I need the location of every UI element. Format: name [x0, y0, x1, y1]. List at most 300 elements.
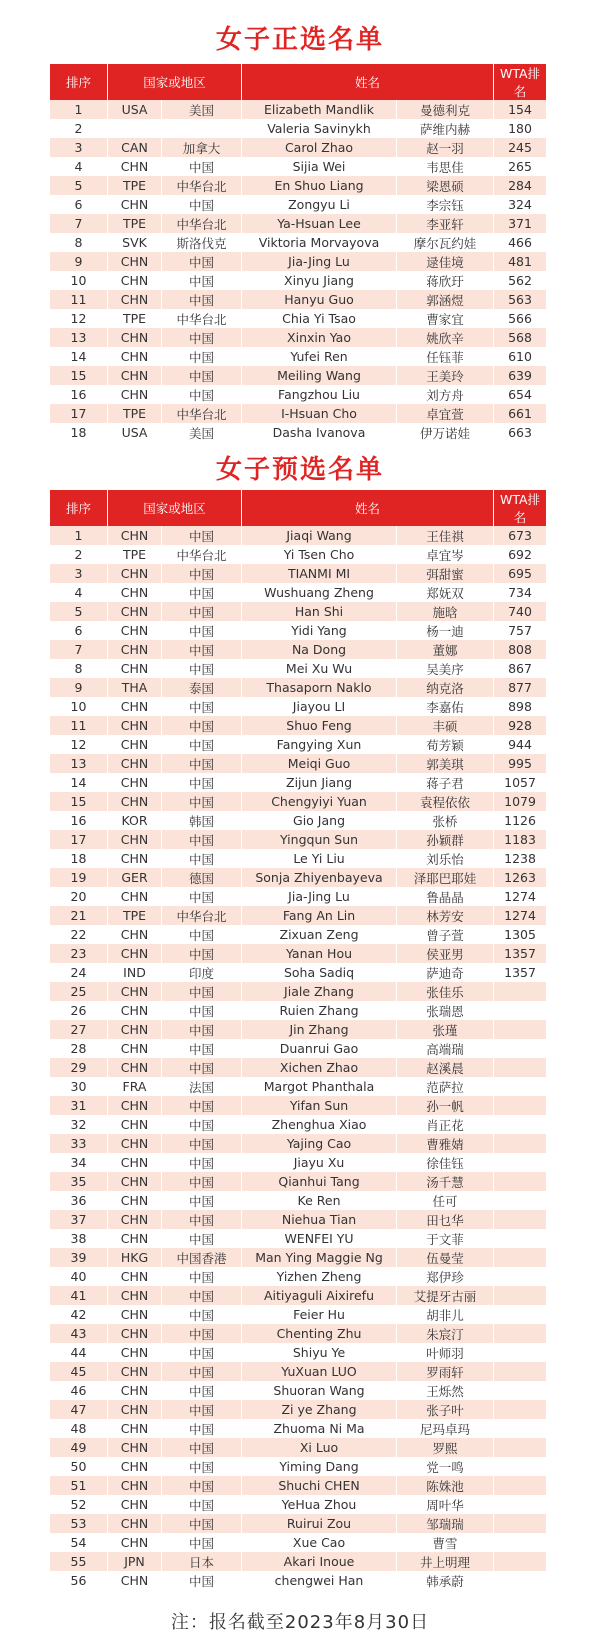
wta-rank-cell	[494, 1343, 546, 1362]
deadline-note: 注：报名截至2023年8月30日	[170, 1612, 430, 1633]
rank-cell: 54	[50, 1533, 108, 1552]
rank-cell: 7	[50, 214, 108, 233]
chinese-name-cell: 刘方舟	[397, 385, 494, 404]
wta-rank-cell	[494, 1096, 546, 1115]
region-cell: 中国	[162, 1001, 242, 1020]
wta-rank-cell: 1357	[494, 963, 546, 982]
chinese-name-cell: 曹家宜	[397, 309, 494, 328]
wta-rank-cell	[494, 1077, 546, 1096]
table-row	[50, 621, 546, 640]
country-code-cell: TPE	[108, 906, 162, 925]
wta-rank-cell	[494, 1552, 546, 1571]
rank-cell: 31	[50, 1096, 108, 1115]
wta-rank-cell	[494, 1305, 546, 1324]
table-row	[50, 1305, 546, 1324]
wta-rank-cell: 1238	[494, 849, 546, 868]
country-code-cell: CHN	[108, 754, 162, 773]
rank-cell: 16	[50, 385, 108, 404]
english-name-cell: Na Dong	[242, 640, 397, 659]
wta-rank-cell: 740	[494, 602, 546, 621]
wta-rank-cell	[494, 1058, 546, 1077]
table-row	[50, 1115, 546, 1134]
region-cell: 中国	[162, 1419, 242, 1438]
rank-cell: 4	[50, 583, 108, 602]
english-name-cell: Aitiyaguli Aixirefu	[242, 1286, 397, 1305]
country-code-cell: CHN	[108, 1362, 162, 1381]
country-code-cell: CHN	[108, 1324, 162, 1343]
wta-rank-cell	[494, 1001, 546, 1020]
chinese-name-cell: 王烁然	[397, 1381, 494, 1400]
region-cell: 中国	[162, 347, 242, 366]
chinese-name-cell: 萨维内赫	[397, 119, 494, 138]
english-name-cell: Shiyu Ye	[242, 1343, 397, 1362]
wta-rank-cell	[494, 1229, 546, 1248]
country-code-cell: CHN	[108, 1039, 162, 1058]
region-cell: 中国	[162, 773, 242, 792]
rank-cell: 18	[50, 423, 108, 442]
country-code-cell: CHN	[108, 849, 162, 868]
country-code-cell: CHN	[108, 583, 162, 602]
wta-rank-cell	[494, 1476, 546, 1495]
chinese-name-cell: 蒋子君	[397, 773, 494, 792]
country-code-cell: CHN	[108, 1115, 162, 1134]
rank-cell: 5	[50, 602, 108, 621]
rank-cell: 27	[50, 1020, 108, 1039]
region-cell: 美国	[162, 100, 242, 119]
wta-rank-cell	[494, 1419, 546, 1438]
region-cell: 中国	[162, 583, 242, 602]
country-code-cell: TPE	[108, 214, 162, 233]
country-code-cell: CHN	[108, 982, 162, 1001]
chinese-name-cell: 尼玛卓玛	[397, 1419, 494, 1438]
english-name-cell: Jin Zhang	[242, 1020, 397, 1039]
country-code-cell: CHN	[108, 1343, 162, 1362]
region-cell: 印度	[162, 963, 242, 982]
table-row	[50, 1381, 546, 1400]
chinese-name-cell: 朱宸汀	[397, 1324, 494, 1343]
region-cell: 中国	[162, 1343, 242, 1362]
region-cell: 中国	[162, 1362, 242, 1381]
table-row	[50, 1039, 546, 1058]
wta-rank-cell: 284	[494, 176, 546, 195]
rank-cell: 45	[50, 1362, 108, 1381]
english-name-cell: Jiayu Xu	[242, 1153, 397, 1172]
region-cell: 中国	[162, 659, 242, 678]
table-row	[50, 1476, 546, 1495]
region-cell: 中国	[162, 944, 242, 963]
region-cell: 中国	[162, 1514, 242, 1533]
region-cell: 中国	[162, 1172, 242, 1191]
region-cell: 中国	[162, 982, 242, 1001]
region-cell: 中国	[162, 1286, 242, 1305]
country-code-cell: TPE	[108, 545, 162, 564]
country-code-cell: CHN	[108, 1153, 162, 1172]
region-cell: 中国	[162, 830, 242, 849]
english-name-cell: Dasha Ivanova	[242, 423, 397, 442]
header-wta: WTA排名	[494, 64, 546, 100]
chinese-name-cell: 摩尔瓦约娃	[397, 233, 494, 252]
rank-cell: 20	[50, 887, 108, 906]
country-code-cell: CHN	[108, 526, 162, 545]
rank-cell: 11	[50, 716, 108, 735]
chinese-name-cell: 纳克洛	[397, 678, 494, 697]
table-row	[50, 735, 546, 754]
english-name-cell: Yajing Cao	[242, 1134, 397, 1153]
rank-cell: 10	[50, 271, 108, 290]
table-row	[50, 309, 546, 328]
english-name-cell: Gio Jang	[242, 811, 397, 830]
rank-cell: 19	[50, 868, 108, 887]
chinese-name-cell: 袁程依依	[397, 792, 494, 811]
chinese-name-cell: 伍曼莹	[397, 1248, 494, 1267]
country-code-cell: HKG	[108, 1248, 162, 1267]
english-name-cell: Shuchi CHEN	[242, 1476, 397, 1495]
table-row	[50, 1514, 546, 1533]
wta-rank-cell	[494, 1571, 546, 1590]
table-row	[50, 868, 546, 887]
rank-cell: 1	[50, 526, 108, 545]
region-cell: 中国	[162, 640, 242, 659]
rank-cell: 37	[50, 1210, 108, 1229]
table-row	[50, 423, 546, 442]
chinese-name-cell: 曼德利克	[397, 100, 494, 119]
chinese-name-cell: 曾子萱	[397, 925, 494, 944]
rank-cell: 11	[50, 290, 108, 309]
header-rank: 排序	[50, 64, 108, 100]
table-row	[50, 640, 546, 659]
english-name-cell: Chenting Zhu	[242, 1324, 397, 1343]
wta-rank-cell	[494, 1191, 546, 1210]
region-cell: 中国	[162, 754, 242, 773]
rank-cell: 6	[50, 621, 108, 640]
table-row	[50, 1324, 546, 1343]
wta-rank-cell: 1357	[494, 944, 546, 963]
wta-rank-cell	[494, 1438, 546, 1457]
english-name-cell: Ya-Hsuan Lee	[242, 214, 397, 233]
wta-rank-cell: 1274	[494, 906, 546, 925]
rank-cell: 23	[50, 944, 108, 963]
wta-rank-cell	[494, 1495, 546, 1514]
region-cell: 中国	[162, 792, 242, 811]
english-name-cell: Sonja Zhiyenbayeva	[242, 868, 397, 887]
main-draw-title: 女子正选名单	[215, 25, 384, 55]
english-name-cell: chengwei Han	[242, 1571, 397, 1590]
rank-cell: 9	[50, 678, 108, 697]
country-code-cell: USA	[108, 100, 162, 119]
rank-cell: 35	[50, 1172, 108, 1191]
english-name-cell: Zijun Jiang	[242, 773, 397, 792]
table-row	[50, 1153, 546, 1172]
country-code-cell: CHN	[108, 925, 162, 944]
wta-rank-cell: 1274	[494, 887, 546, 906]
chinese-name-cell: 蒋欣玗	[397, 271, 494, 290]
english-name-cell: Chia Yi Tsao	[242, 309, 397, 328]
english-name-cell: Zhuoma Ni Ma	[242, 1419, 397, 1438]
chinese-name-cell: 王佳祺	[397, 526, 494, 545]
country-code-cell: CHN	[108, 1495, 162, 1514]
table-row	[50, 1096, 546, 1115]
region-cell: 中国	[162, 1533, 242, 1552]
wta-rank-cell	[494, 1039, 546, 1058]
region-cell: 中华台北	[162, 214, 242, 233]
wta-rank-cell: 944	[494, 735, 546, 754]
english-name-cell: Yanan Hou	[242, 944, 397, 963]
english-name-cell: Valeria Savinykh	[242, 119, 397, 138]
chinese-name-cell: 吴美序	[397, 659, 494, 678]
table-row	[50, 119, 546, 138]
country-code-cell: CHN	[108, 1400, 162, 1419]
region-cell: 斯洛伐克	[162, 233, 242, 252]
wta-rank-cell	[494, 1020, 546, 1039]
region-cell: 中国	[162, 602, 242, 621]
table-row	[50, 583, 546, 602]
english-name-cell: Ruirui Zou	[242, 1514, 397, 1533]
region-cell: 中国	[162, 1457, 242, 1476]
table-row	[50, 1267, 546, 1286]
wta-rank-cell: 610	[494, 347, 546, 366]
chinese-name-cell: 伊万诺娃	[397, 423, 494, 442]
chinese-name-cell: 韩承蔚	[397, 1571, 494, 1590]
country-code-cell: CHN	[108, 1001, 162, 1020]
rank-cell: 2	[50, 119, 108, 138]
region-cell: 中国	[162, 1191, 242, 1210]
rank-cell: 53	[50, 1514, 108, 1533]
table-row	[50, 1058, 546, 1077]
chinese-name-cell: 荀芳颖	[397, 735, 494, 754]
table-row	[50, 1001, 546, 1020]
region-cell: 韩国	[162, 811, 242, 830]
country-code-cell: CAN	[108, 138, 162, 157]
english-name-cell: Shuo Feng	[242, 716, 397, 735]
region-cell: 中国	[162, 1571, 242, 1590]
table-row	[50, 157, 546, 176]
chinese-name-cell: 刘乐怡	[397, 849, 494, 868]
table-row	[50, 1400, 546, 1419]
table-row	[50, 271, 546, 290]
english-name-cell: Jiayou LI	[242, 697, 397, 716]
country-code-cell: CHN	[108, 290, 162, 309]
wta-rank-cell	[494, 1324, 546, 1343]
rank-cell: 15	[50, 366, 108, 385]
country-code-cell: CHN	[108, 271, 162, 290]
country-code-cell: CHN	[108, 602, 162, 621]
region-cell: 中国	[162, 526, 242, 545]
country-code-cell	[108, 119, 162, 138]
country-code-cell: TPE	[108, 404, 162, 423]
wta-rank-cell: 654	[494, 385, 546, 404]
english-name-cell: Wushuang Zheng	[242, 583, 397, 602]
wta-rank-cell: 663	[494, 423, 546, 442]
country-code-cell: CHN	[108, 366, 162, 385]
english-name-cell: En Shuo Liang	[242, 176, 397, 195]
country-code-cell: CHN	[108, 735, 162, 754]
rank-cell: 51	[50, 1476, 108, 1495]
wta-rank-cell: 481	[494, 252, 546, 271]
chinese-name-cell: 梁恩硕	[397, 176, 494, 195]
region-cell: 中国	[162, 1229, 242, 1248]
chinese-name-cell: 王美玲	[397, 366, 494, 385]
region-cell: 中国	[162, 925, 242, 944]
table-row	[50, 906, 546, 925]
table-row	[50, 887, 546, 906]
rank-cell: 9	[50, 252, 108, 271]
region-cell: 中国	[162, 1495, 242, 1514]
chinese-name-cell: 任可	[397, 1191, 494, 1210]
rank-cell: 39	[50, 1248, 108, 1267]
english-name-cell: Duanrui Gao	[242, 1039, 397, 1058]
table-row	[50, 697, 546, 716]
rank-cell: 17	[50, 404, 108, 423]
rank-cell: 38	[50, 1229, 108, 1248]
wta-rank-cell: 928	[494, 716, 546, 735]
chinese-name-cell: 于文菲	[397, 1229, 494, 1248]
country-code-cell: CHN	[108, 1267, 162, 1286]
chinese-name-cell: 李嘉佑	[397, 697, 494, 716]
rank-cell: 24	[50, 963, 108, 982]
region-cell: 日本	[162, 1552, 242, 1571]
country-code-cell: CHN	[108, 1058, 162, 1077]
wta-rank-cell: 808	[494, 640, 546, 659]
english-name-cell: Soha Sadiq	[242, 963, 397, 982]
wta-rank-cell: 568	[494, 328, 546, 347]
english-name-cell: Carol Zhao	[242, 138, 397, 157]
english-name-cell: Akari Inoue	[242, 1552, 397, 1571]
english-name-cell: Le Yi Liu	[242, 849, 397, 868]
wta-rank-cell: 1079	[494, 792, 546, 811]
table-row	[50, 290, 546, 309]
region-cell: 中国	[162, 328, 242, 347]
chinese-name-cell: 孙颖群	[397, 830, 494, 849]
rank-cell: 29	[50, 1058, 108, 1077]
english-name-cell: Niehua Tian	[242, 1210, 397, 1229]
country-code-cell: CHN	[108, 252, 162, 271]
chinese-name-cell: 肖正花	[397, 1115, 494, 1134]
country-code-cell: CHN	[108, 621, 162, 640]
english-name-cell: YeHua Zhou	[242, 1495, 397, 1514]
english-name-cell: Viktoria Morvayova	[242, 233, 397, 252]
english-name-cell: Jia-Jing Lu	[242, 252, 397, 271]
rank-cell: 25	[50, 982, 108, 1001]
country-code-cell: CHN	[108, 1134, 162, 1153]
country-code-cell: TPE	[108, 309, 162, 328]
english-name-cell: Yidi Yang	[242, 621, 397, 640]
header-region: 国家或地区	[108, 490, 242, 526]
chinese-name-cell: 林芳安	[397, 906, 494, 925]
region-cell: 中国	[162, 1476, 242, 1495]
chinese-name-cell: 李宗钰	[397, 195, 494, 214]
chinese-name-cell: 郑伊珍	[397, 1267, 494, 1286]
chinese-name-cell: 田乜华	[397, 1210, 494, 1229]
english-name-cell: Yingqun Sun	[242, 830, 397, 849]
english-name-cell: Elizabeth Mandlik	[242, 100, 397, 119]
rank-cell: 42	[50, 1305, 108, 1324]
english-name-cell: Qianhui Tang	[242, 1172, 397, 1191]
region-cell: 中国	[162, 252, 242, 271]
table-row	[50, 328, 546, 347]
wta-rank-cell: 661	[494, 404, 546, 423]
region-cell: 中国	[162, 1381, 242, 1400]
chinese-name-cell: 赵溪晨	[397, 1058, 494, 1077]
table-row	[50, 925, 546, 944]
country-code-cell: CHN	[108, 347, 162, 366]
chinese-name-cell: 卓宜萱	[397, 404, 494, 423]
region-cell: 中国	[162, 1267, 242, 1286]
wta-rank-cell: 1126	[494, 811, 546, 830]
english-name-cell: Meiqi Guo	[242, 754, 397, 773]
country-code-cell: CHN	[108, 1020, 162, 1039]
region-cell: 中国	[162, 1305, 242, 1324]
country-code-cell: CHN	[108, 716, 162, 735]
english-name-cell: Chengyiyi Yuan	[242, 792, 397, 811]
wta-rank-cell: 673	[494, 526, 546, 545]
chinese-name-cell: 叶师羽	[397, 1343, 494, 1362]
country-code-cell: CHN	[108, 1571, 162, 1590]
country-code-cell: THA	[108, 678, 162, 697]
table-row	[50, 252, 546, 271]
region-cell: 中国	[162, 1115, 242, 1134]
table-row	[50, 1457, 546, 1476]
rank-cell: 1	[50, 100, 108, 119]
table-row	[50, 404, 546, 423]
english-name-cell: Jia-Jing Lu	[242, 887, 397, 906]
chinese-name-cell: 张瑾	[397, 1020, 494, 1039]
table-row	[50, 1552, 546, 1571]
region-cell: 中华台北	[162, 309, 242, 328]
wta-rank-cell: 1305	[494, 925, 546, 944]
table-row	[50, 385, 546, 404]
region-cell: 中国	[162, 1324, 242, 1343]
rank-cell: 13	[50, 328, 108, 347]
rank-cell: 28	[50, 1039, 108, 1058]
english-name-cell: Zhenghua Xiao	[242, 1115, 397, 1134]
english-name-cell: Yi Tsen Cho	[242, 545, 397, 564]
english-name-cell: Man Ying Maggie Ng	[242, 1248, 397, 1267]
table-row	[50, 602, 546, 621]
region-cell: 中华台北	[162, 906, 242, 925]
wta-rank-cell: 1263	[494, 868, 546, 887]
english-name-cell: Ruien Zhang	[242, 1001, 397, 1020]
table-row	[50, 963, 546, 982]
country-code-cell: CHN	[108, 157, 162, 176]
chinese-name-cell: 范萨拉	[397, 1077, 494, 1096]
rank-cell: 30	[50, 1077, 108, 1096]
table-row	[50, 1438, 546, 1457]
region-cell: 泰国	[162, 678, 242, 697]
country-code-cell: CHN	[108, 640, 162, 659]
english-name-cell: Jiaqi Wang	[242, 526, 397, 545]
wta-rank-cell: 265	[494, 157, 546, 176]
english-name-cell: Shuoran Wang	[242, 1381, 397, 1400]
table-row	[50, 830, 546, 849]
chinese-name-cell: 韦思佳	[397, 157, 494, 176]
table-row	[50, 564, 546, 583]
country-code-cell: CHN	[108, 1438, 162, 1457]
english-name-cell: Yiming Dang	[242, 1457, 397, 1476]
country-code-cell: KOR	[108, 811, 162, 830]
rank-cell: 16	[50, 811, 108, 830]
table-row	[50, 1286, 546, 1305]
rank-cell: 47	[50, 1400, 108, 1419]
header-rank: 排序	[50, 490, 108, 526]
region-cell: 中国	[162, 621, 242, 640]
country-code-cell: CHN	[108, 1210, 162, 1229]
region-cell: 中国	[162, 1210, 242, 1229]
table-row	[50, 1134, 546, 1153]
wta-rank-cell	[494, 1267, 546, 1286]
region-cell: 中国	[162, 195, 242, 214]
wta-rank-cell: 692	[494, 545, 546, 564]
chinese-name-cell: 任钰菲	[397, 347, 494, 366]
